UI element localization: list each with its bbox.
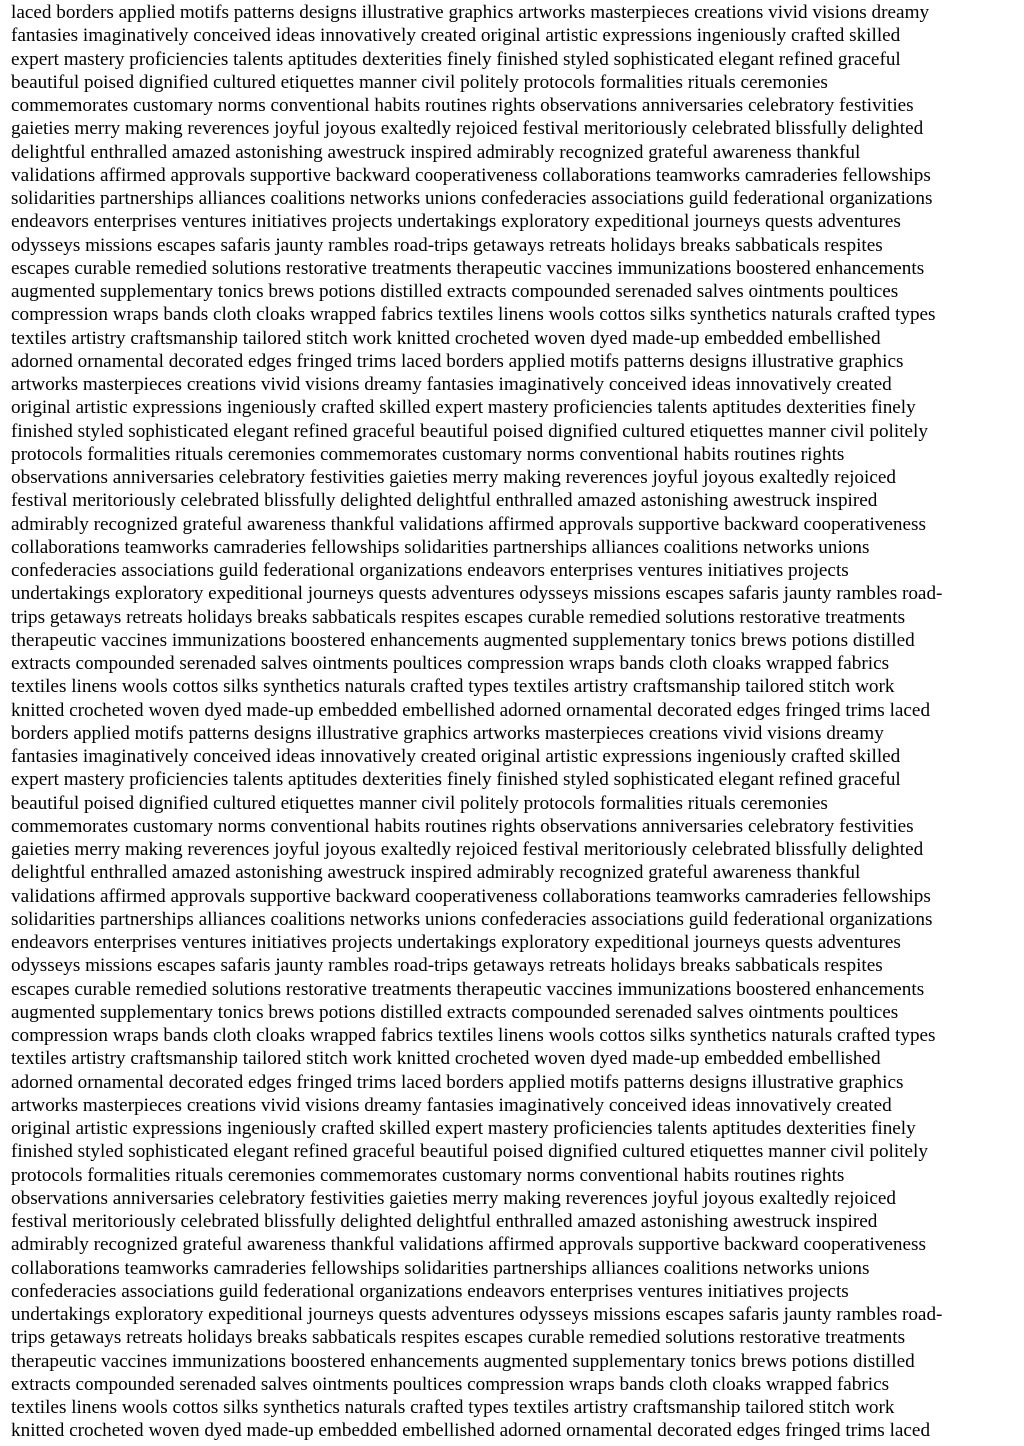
text-line: festival meritoriously celebrated blissfully delighted delightful enthralled amazed astonishing awestruck inspired <box>11 1211 878 1232</box>
text-line: validations affirmed approvals supportive backward cooperativeness collaborations teamworks camraderies fellowships <box>11 885 931 907</box>
text-line: endeavors enterprises ventures initiatives projects undertakings exploratory expeditional journeys quests adventures <box>11 932 901 953</box>
text-line: knitted crocheted woven dyed made-up embedded embellished adorned ornamental decorated edges fringed trims laced <box>11 1420 931 1442</box>
text-line: solidarities partnerships alliances coalitions networks unions confederacies associations guild federational organizations <box>11 908 933 930</box>
text-line: expert mastery proficiencies talents aptitudes dexterities finely finished styled sophisticated elegant refined graceful <box>11 48 901 70</box>
text-line: compression wraps bands cloth cloaks wrapped fabrics textiles linens wools cottos silks synthetics naturals crafted types <box>11 304 936 326</box>
text-line: protocols formalities rituals ceremonies commemorates customary norms conventional habits routines rights <box>11 443 845 465</box>
text-line: extracts compounded serenaded salves ointments poultices compression wraps bands cloth cloaks wrapped fabrics <box>11 1373 890 1395</box>
text-line: finished styled sophisticated elegant refined graceful beautiful poised dignified cultured etiquettes manner civil politely <box>11 1141 928 1163</box>
text-line: textiles artistry craftsmanship tailored stitch work knitted crocheted woven dyed made-up embedded embellished <box>11 327 881 349</box>
text-line: gaieties merry making reverences joyful joyous exaltedly rejoiced festival meritoriously celebrated blissfully delighted <box>11 118 924 140</box>
text-line: trips getaways retreats holidays breaks sabbaticals respites escapes curable remedied solutions restorative treatments <box>11 1327 906 1349</box>
text-line: admirably recognized grateful awareness thankful validations affirmed approvals supportive backward cooperativeness <box>11 513 926 535</box>
text-line: beautiful poised dignified cultured etiquettes manner civil politely protocols formalities rituals ceremonies <box>11 71 828 93</box>
text-line: borders applied motifs patterns designs illustrative graphics artworks masterpieces creations vivid visions dreamy <box>11 722 884 744</box>
text-line: beautiful poised dignified cultured etiquettes manner civil politely protocols formalities rituals ceremonies <box>11 792 828 814</box>
text-line: augmented supplementary tonics brews potions distilled extracts compounded serenaded salves ointments poultices <box>11 1001 899 1023</box>
text-line: original artistic expressions ingeniously crafted skilled expert mastery proficiencies talents aptitudes dexterities finely <box>11 1118 916 1139</box>
text-line: artworks masterpieces creations vivid visions dreamy fantasies imaginatively conceived ideas innovatively created <box>11 374 892 395</box>
text-line: commemorates customary norms conventional habits routines rights observations anniversaries celebratory festivities <box>11 95 914 116</box>
text-line: delightful enthralled amazed astonishing awestruck inspired admirably recognized grateful awareness thankful <box>11 141 861 163</box>
text-line: collaborations teamworks camraderies fellowships solidarities partnerships alliances coalitions networks unions <box>11 1257 870 1279</box>
text-line: observations anniversaries celebratory festivities gaieties merry making reverences joyful joyous exaltedly rejoiced <box>11 467 896 488</box>
text-line: extracts compounded serenaded salves ointments poultices compression wraps bands cloth cloaks wrapped fabrics <box>11 653 890 674</box>
text-line: augmented supplementary tonics brews potions distilled extracts compounded serenaded salves ointments poultices <box>11 281 899 302</box>
text-line: escapes curable remedied solutions restorative treatments therapeutic vaccines immunizations boostered enhancements <box>11 257 925 279</box>
text-line: validations affirmed approvals supportive backward cooperativeness collaborations teamworks camraderies fellowships <box>11 164 931 186</box>
text-line: expert mastery proficiencies talents aptitudes dexterities finely finished styled sophisticated elegant refined graceful <box>11 769 901 791</box>
text-line: confederacies associations guild federational organizations endeavors enterprises ventures initiatives projects <box>11 1280 849 1302</box>
text-line: fantasies imaginatively conceived ideas innovatively created original artistic expressions ingeniously crafted skilled <box>11 25 901 47</box>
text-line: textiles linens wools cottos silks synthetics naturals crafted types textiles artistry craftsmanship tailored stitch work <box>11 676 895 698</box>
body-text <box>11 1 1024 1443</box>
text-line: gaieties merry making reverences joyful joyous exaltedly rejoiced festival meritoriously celebrated blissfully delighted <box>11 839 924 860</box>
text-line: laced borders applied motifs patterns designs illustrative graphics artworks masterpieces creations vivid visions dreamy <box>11 2 930 23</box>
text-line: finished styled sophisticated elegant refined graceful beautiful poised dignified cultured etiquettes manner civil politely <box>11 420 928 442</box>
text-line: delightful enthralled amazed astonishing awestruck inspired admirably recognized grateful awareness thankful <box>11 862 861 884</box>
text-line: fantasies imaginatively conceived ideas innovatively created original artistic expressions ingeniously crafted skilled <box>11 746 901 767</box>
text-line: admirably recognized grateful awareness thankful validations affirmed approvals supportive backward cooperativeness <box>11 1234 926 1256</box>
text-line: festival meritoriously celebrated blissfully delighted delightful enthralled amazed astonishing awestruck inspired <box>11 490 878 512</box>
text-line: collaborations teamworks camraderies fellowships solidarities partnerships alliances coalitions networks unions <box>11 536 870 558</box>
text-line: protocols formalities rituals ceremonies commemorates customary norms conventional habits routines rights <box>11 1164 845 1186</box>
text-line: commemorates customary norms conventional habits routines rights observations anniversaries celebratory festivities <box>11 815 914 837</box>
text-line: trips getaways retreats holidays breaks sabbaticals respites escapes curable remedied solutions restorative treatments <box>11 606 906 628</box>
text-line: adorned ornamental decorated edges fringed trims laced borders applied motifs patterns designs illustrative graphics <box>11 1071 904 1093</box>
text-line: textiles linens wools cottos silks synthetics naturals crafted types textiles artistry craftsmanship tailored stitch work <box>11 1397 895 1418</box>
text-line: undertakings exploratory expeditional journeys quests adventures odysseys missions escapes safaris jaunty rambles road- <box>11 583 943 605</box>
text-line: confederacies associations guild federational organizations endeavors enterprises ventures initiatives projects <box>11 560 849 581</box>
text-line: knitted crocheted woven dyed made-up embedded embellished adorned ornamental decorated edges fringed trims laced <box>11 699 931 721</box>
text-line: therapeutic vaccines immunizations boostered enhancements augmented supplementary tonics brews potions distilled <box>11 629 915 651</box>
text-line: therapeutic vaccines immunizations boostered enhancements augmented supplementary tonics brews potions distilled <box>11 1350 915 1372</box>
text-line: odysseys missions escapes safaris jaunty rambles road-trips getaways retreats holidays breaks sabbaticals respites <box>11 955 883 977</box>
text-line: adorned ornamental decorated edges fringed trims laced borders applied motifs patterns designs illustrative graphics <box>11 350 904 372</box>
text-line: textiles artistry craftsmanship tailored stitch work knitted crocheted woven dyed made-up embedded embellished <box>11 1048 881 1070</box>
text-line: odysseys missions escapes safaris jaunty rambles road-trips getaways retreats holidays breaks sabbaticals respites <box>11 234 883 256</box>
text-line: endeavors enterprises ventures initiatives projects undertakings exploratory expeditional journeys quests adventures <box>11 211 901 233</box>
text-line: original artistic expressions ingeniously crafted skilled expert mastery proficiencies talents aptitudes dexterities finely <box>11 397 916 419</box>
text-line: escapes curable remedied solutions restorative treatments therapeutic vaccines immunizations boostered enhancements <box>11 978 925 1000</box>
text-line: artworks masterpieces creations vivid visions dreamy fantasies imaginatively conceived ideas innovatively created <box>11 1094 892 1116</box>
text-line: observations anniversaries celebratory festivities gaieties merry making reverences joyful joyous exaltedly rejoiced <box>11 1187 896 1209</box>
text-line: solidarities partnerships alliances coalitions networks unions confederacies associations guild federational organizations <box>11 188 933 209</box>
text-line: undertakings exploratory expeditional journeys quests adventures odysseys missions escapes safaris jaunty rambles road- <box>11 1304 943 1325</box>
text-line: compression wraps bands cloth cloaks wrapped fabrics textiles linens wools cottos silks synthetics naturals crafted types <box>11 1025 936 1046</box>
